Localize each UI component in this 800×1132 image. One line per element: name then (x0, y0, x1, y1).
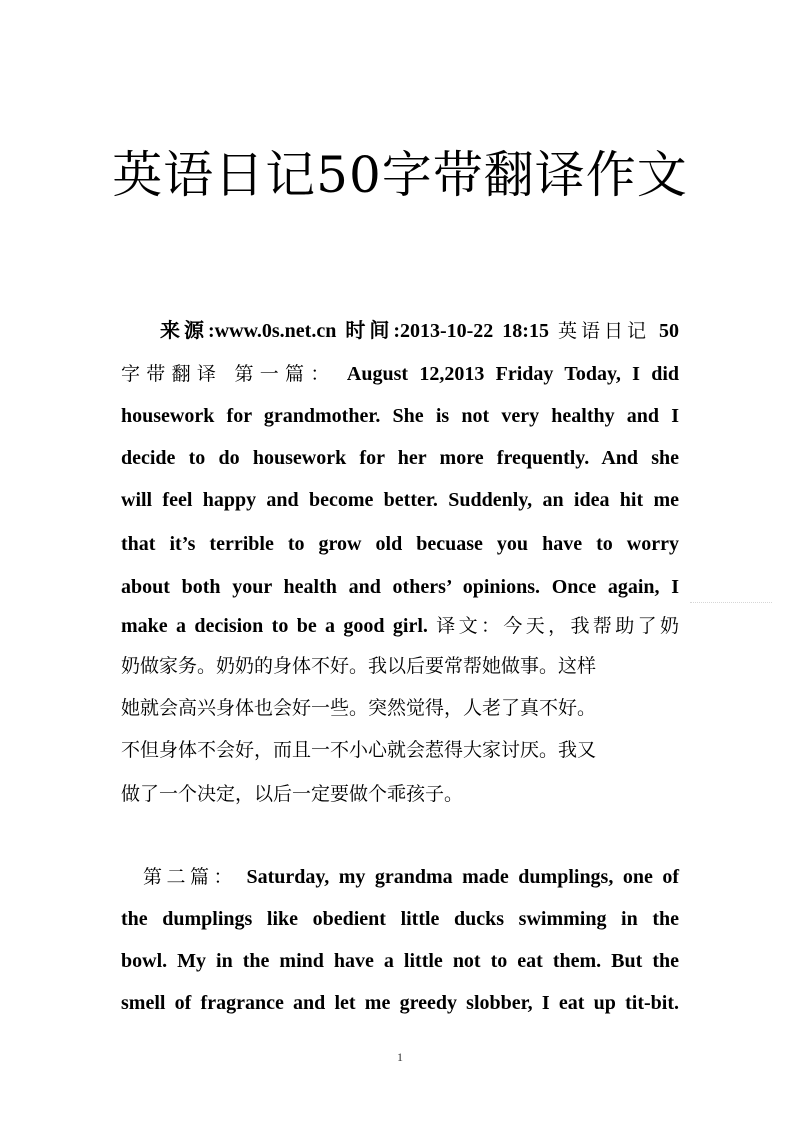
paragraph-1-line-1 (160, 316, 679, 346)
paragraph-2-line-1 (143, 862, 679, 892)
paragraph-1-line-8 (121, 611, 679, 641)
page-number: 1 (397, 1050, 403, 1064)
paragraph-2-line-2: the dumplings like obedient little ducks swimming in the (121, 908, 679, 930)
source-info: 来源:www.0s.net.cn 时间:2013-10-22 18:15 (160, 320, 558, 342)
dotted-line-decoration (690, 602, 772, 603)
paragraph-1-line-2 (121, 359, 679, 389)
paragraph-1-line-10 (121, 693, 679, 723)
second-article-opening: Saturday, my grandma made dumplings, one of (236, 866, 679, 888)
second-article-label: 第二篇： (143, 866, 237, 888)
first-article-label: 字带翻译 第一篇： (121, 363, 336, 385)
paragraph-1-line-5: will feel happy and become better. Suddenly, an idea hit me (121, 489, 679, 511)
source-title-number: 50 (650, 320, 679, 342)
translation-line: 她就会高兴身体也会好一些。突然觉得，人老了真不好。 (121, 697, 597, 719)
translation-start: 译文：今天，我帮助了奶 (436, 615, 679, 637)
english-closing-sentence: make a decision to be a good girl. (121, 615, 437, 637)
paragraph-1-line-6: that it’s terrible to grow old becuase you have to worry (121, 533, 679, 555)
paragraph-1-line-12 (121, 779, 679, 809)
paragraph-1-line-4: decide to do housework for her more frequently. And she (121, 447, 679, 469)
paragraph-1-line-11 (121, 735, 679, 765)
paragraph-2-line-4: smell of fragrance and let me greedy slobber, I eat up tit-bit. (121, 992, 679, 1014)
document-title: 英语日记50字带翻译作文 (112, 146, 688, 204)
paragraph-1-line-9 (121, 651, 679, 681)
diary-date-opening: August 12,2013 Friday Today, I did (335, 363, 679, 385)
paragraph-1-line-7: about both your health and others’ opinions. Once again, I (121, 576, 679, 598)
translation-line: 奶做家务。奶奶的身体不好。我以后要常帮她做事。这样 (121, 655, 597, 677)
translation-line: 不但身体不会好，而且一不小心就会惹得大家讨厌。我又 (121, 739, 597, 761)
source-title-cjk: 英语日记 (557, 320, 650, 342)
translation-line: 做了一个决定，以后一定要做个乖孩子。 (121, 783, 464, 805)
paragraph-1-line-3: housework for grandmother. She is not very healthy and I (121, 405, 679, 427)
paragraph-2-line-3: bowl. My in the mind have a little not to eat them. But the (121, 950, 679, 972)
